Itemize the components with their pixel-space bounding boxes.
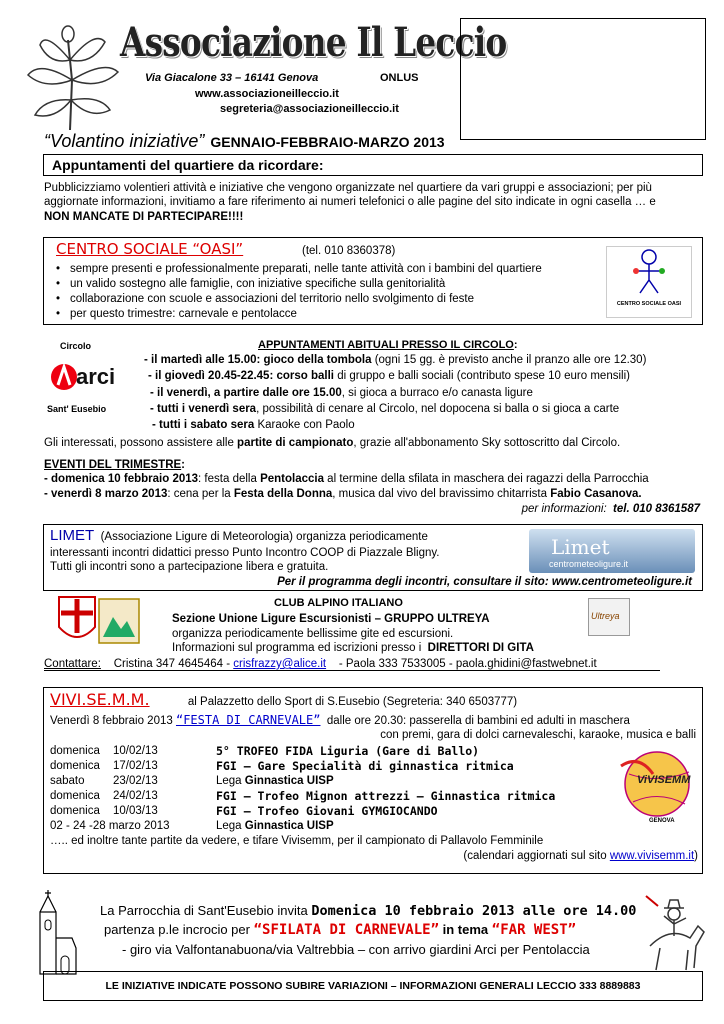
event-desc-part: Lega bbox=[216, 775, 245, 787]
cai-divider bbox=[44, 670, 660, 671]
cai-contacts: Contattare: Cristina 347 4645464 - crisfrazzy@alice.it - Paola 333 7533005 - paola.ghidini@fastwebnet.it bbox=[44, 658, 597, 670]
flyer-title: “Volantino iniziative” GENNAIO-FEBBRAIO-MARZO 2013 bbox=[44, 131, 445, 151]
cowboy-horse-icon bbox=[640, 886, 710, 976]
address: Via Giacalone 33 – 16141 Genova bbox=[145, 72, 319, 84]
limet-box bbox=[43, 524, 703, 591]
church-icon bbox=[24, 888, 82, 980]
event-desc: FGI – Trofeo Mignon attrezzi – Ginnastica ritmica bbox=[216, 789, 556, 803]
event-desc-bold: Ginnastica UISP bbox=[244, 775, 334, 787]
arci-campionato: Gli interessati, possono assistere alle partite di campionato, grazie all'abbonamento Sky sottoscritto dal Circolo. bbox=[44, 437, 621, 449]
vivisemm-calendar: (calendari aggiornati sul sito www.vivisemm.it) bbox=[463, 850, 698, 862]
event-day: domenica bbox=[50, 760, 100, 772]
list-item: • collaborazione con scuole e associazioni del territorio nello svolgimento di feste bbox=[54, 292, 542, 307]
footer-box bbox=[43, 971, 703, 1001]
ultreya-logo bbox=[588, 598, 630, 636]
vivisemm-logo bbox=[619, 744, 691, 828]
limet-logo bbox=[529, 529, 695, 573]
vivisemm-title-line: VIVI.SE.M.M. al Palazzetto dello Sport di S.Eusebio (Segreteria: 340 6503777) bbox=[50, 690, 518, 709]
oasi-list bbox=[54, 262, 542, 322]
cai-subheading: Sezione Unione Ligure Escursionisti – GRUPPO ULTREYA bbox=[172, 613, 490, 625]
event-desc-part: Lega bbox=[216, 820, 245, 832]
cai-line-1: organizza periodicamente bellissime gite ed escursioni. bbox=[172, 628, 454, 640]
event-desc-bold: Ginnastica UISP bbox=[244, 820, 334, 832]
list-item: • sempre presenti e professionalmente preparati, nelle tante attività con i bambini del quartiere bbox=[54, 262, 542, 277]
arci-circolo-label: Circolo bbox=[60, 341, 92, 351]
limet-line-3: Tutti gli incontri sono a partecipazione libera e gratuita. bbox=[50, 561, 329, 573]
event-desc bbox=[216, 819, 334, 833]
cai-logo bbox=[55, 593, 143, 651]
arci-logo-text: arci bbox=[76, 364, 116, 389]
list-item: • un valido sostegno alle famiglie, con iniziative specifiche sulla genitorialità bbox=[54, 277, 542, 292]
shield-icon bbox=[55, 593, 143, 651]
event-desc: FGI – Trofeo Giovani GYMGIOCANDO bbox=[216, 804, 438, 818]
event-desc bbox=[216, 774, 334, 788]
arci-logo bbox=[50, 357, 116, 397]
oasi-logo bbox=[606, 246, 692, 318]
list-item: • per questo trimestre: carnevale e pentolacce bbox=[54, 307, 542, 322]
person-icon bbox=[624, 247, 674, 297]
cai-line-2: Informazioni sul programma ed iscrizioni presso i DIRETTORI DI GITA bbox=[172, 642, 534, 654]
oasi-tel: (tel. 010 8360378) bbox=[302, 245, 396, 257]
arci-line-1: - il martedì alle 15.00: gioco della tombola (ogni 15 gg. è previsto anche il pranzo alle ore 12.30) bbox=[144, 354, 647, 366]
parrocchia-line-3: - giro via Valfontanabuona/via Valtrebbia – con arrivo giardini Arci per Pentolaccia bbox=[122, 942, 590, 957]
arci-santeusebio-label: Sant' Eusebio bbox=[47, 404, 107, 414]
event-date: 10/03/13 bbox=[113, 805, 158, 817]
parrocchia-line-2: partenza p.le incrocio per “SFILATA DI CARNEVALE” in tema “FAR WEST” bbox=[104, 922, 577, 938]
logo-caption: CENTRO SOCIALE OASI bbox=[616, 301, 682, 308]
association-title: Associazione Il Leccio bbox=[120, 19, 507, 66]
stamp-box bbox=[460, 18, 706, 140]
footer-text: LE INIZIATIVE INDICATE POSSONO SUBIRE VARIAZIONI – INFORMAZIONI GENERALI LECCIO 333 8889883 bbox=[105, 980, 641, 992]
arci-line-2: - il giovedì 20.45-22.45: corso balli di gruppo e balli sociali (contributo spese 10 euro mensili) bbox=[148, 370, 630, 382]
limet-line-1: LIMET (Associazione Ligure di Meteorologia) organizza periodicamente bbox=[50, 527, 428, 544]
arci-line-3: - il venerdì, a partire dalle ore 15.00, si gioca a burraco e/o canasta ligure bbox=[150, 387, 533, 399]
event-day: sabato bbox=[50, 775, 85, 787]
arci-info: per informazioni: tel. 010 8361587 bbox=[521, 503, 700, 515]
event-day: domenica bbox=[50, 745, 100, 757]
oasi-box bbox=[43, 237, 703, 325]
leccio-branch-logo bbox=[20, 20, 125, 135]
limet-line-2: interessanti incontri didattici presso Punto Incontro COOP di Piazzale Bligny. bbox=[50, 547, 440, 559]
vivisemm-logo-text: ViVISEMM bbox=[637, 774, 691, 786]
website-link[interactable]: www.associazioneilleccio.it bbox=[195, 88, 339, 100]
arci-line-5: - tutti i sabato sera Karaoke con Paolo bbox=[152, 419, 355, 431]
cai-heading: CLUB ALPINO ITALIANO bbox=[274, 597, 403, 609]
event-desc: FGI – Gare Specialità di ginnastica ritmica bbox=[216, 759, 514, 773]
event-date: 10/02/13 bbox=[113, 745, 158, 757]
vivisemm-logo-sub: GENOVA bbox=[649, 818, 675, 824]
vivisemm-box bbox=[43, 687, 703, 874]
event-date: 24/02/13 bbox=[113, 790, 158, 802]
intro-text: Pubblicizziamo volentieri attività e iniziative che vengono organizzate nel quartiere da vari gruppi e associazioni; per più aggiornate informazioni, invitiamo a fare riferimento ai numeri telefonici o alle pagine del sito indicate in ogni casella … e NON MANCATE DI PARTECIPARE!!!! bbox=[44, 182, 656, 223]
oasi-title: CENTRO SOCIALE “OASI” bbox=[56, 240, 244, 258]
limet-line-4: Per il programma degli incontri, consultare il sito: www.centrometeoligure.it bbox=[277, 576, 692, 588]
vivisemm-tail: ….. ed inoltre tante partite da vedere, e tifare Vivisemm, per il campionato di Pallavolo Femminile bbox=[50, 835, 544, 847]
ultreya-logo-text: Ultreya bbox=[591, 611, 620, 621]
event-day: 02 - 24 -28 marzo 2013 bbox=[50, 820, 170, 832]
event-desc: 5° TROFEO FIDA Liguria (Gare di Ballo) bbox=[216, 744, 480, 758]
cristina-email-link[interactable]: crisfrazzy@alice.it bbox=[233, 658, 327, 670]
carnevale-line-2: con premi, gara di dolci carnevaleschi, karaoke, musica e balli bbox=[380, 729, 696, 741]
parrocchia-line-1: La Parrocchia di Sant'Eusebio invita Domenica 10 febbraio 2013 alle ore 14.00 bbox=[100, 903, 637, 919]
event-day: domenica bbox=[50, 805, 100, 817]
arci-heading: APPUNTAMENTI ABITUALI PRESSO IL CIRCOLO: bbox=[258, 339, 518, 351]
onlus-label: ONLUS bbox=[380, 72, 419, 84]
event-day: domenica bbox=[50, 790, 100, 802]
section-heading: Appuntamenti del quartiere da ricordare: bbox=[43, 154, 703, 176]
email-link[interactable]: segreteria@associazioneilleccio.it bbox=[220, 103, 399, 115]
eventi-heading: EVENTI DEL TRIMESTRE: bbox=[44, 459, 186, 471]
carnevale-line: Venerdì 8 febbraio 2013 “FESTA DI CARNEVALE” dalle ore 20.30: passerella di bambini ed adulti in maschera bbox=[50, 713, 630, 727]
limet-logo-text: Limet bbox=[551, 535, 610, 559]
vivisemm-link[interactable]: www.vivisemm.it bbox=[609, 850, 695, 862]
evento-1: - domenica 10 febbraio 2013: festa della Pentolaccia al termine della sfilata in maschera dei ragazzi della Parrocchia bbox=[44, 473, 649, 485]
limet-logo-url: centrometeoligure.it bbox=[549, 559, 629, 569]
evento-2: - venerdì 8 marzo 2013: cena per la Festa della Donna, musica dal vivo del bravissimo chitarrista Fabio Casanova. bbox=[44, 488, 642, 500]
arci-line-4: - tutti i venerdì sera, possibilità di cenare al Circolo, nel dopocena si balla o si gioca a carte bbox=[150, 403, 620, 415]
event-date: 23/02/13 bbox=[113, 775, 158, 787]
event-date: 17/02/13 bbox=[113, 760, 158, 772]
